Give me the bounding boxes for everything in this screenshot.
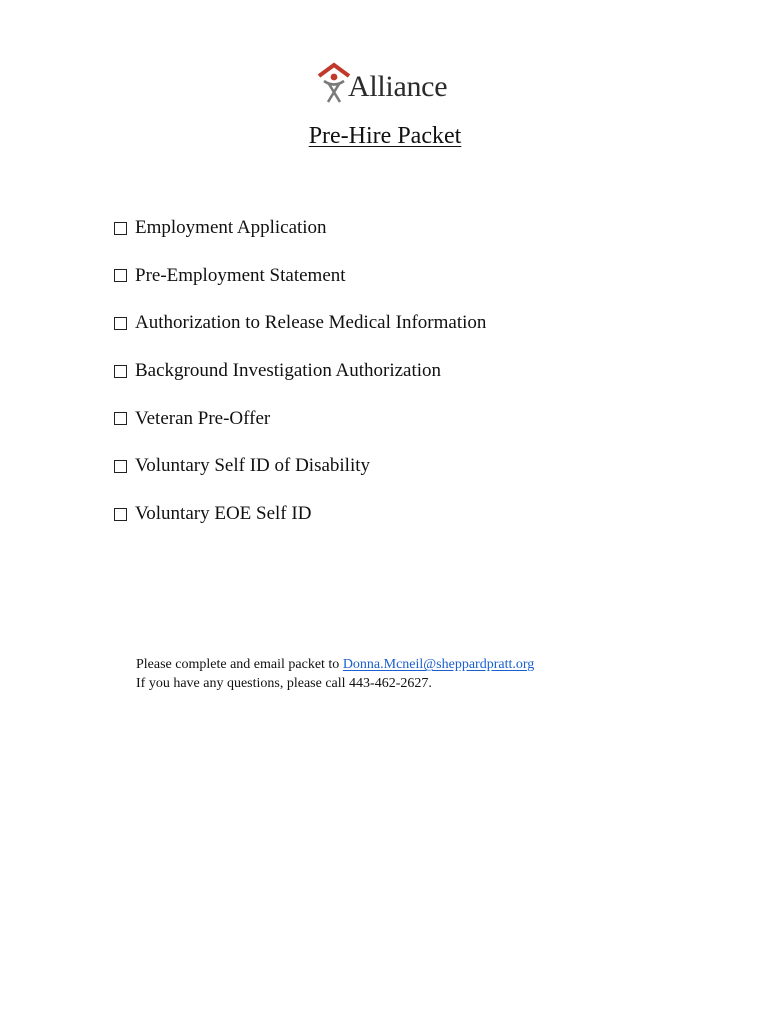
checkbox[interactable] [114,317,127,330]
checklist-item-veteran-pre-offer [114,405,486,433]
checkbox[interactable] [114,269,127,282]
document-checklist [114,214,486,548]
checklist-item-background-investigation [114,357,486,385]
checklist-item-self-id-disability [114,452,486,480]
checklist-item-eoe-self-id [114,500,486,528]
alliance-logo [316,62,456,108]
alliance-logo-mark-icon [316,62,352,106]
checklist-item-employment-application [114,214,486,242]
checkbox[interactable] [114,365,127,378]
checklist-item-label: Employment Application [135,217,327,238]
instructions-note [136,655,534,693]
checklist-item-label: Veteran Pre-Offer [135,407,271,429]
page-title: Pre-Hire Packet [308,123,462,149]
checkbox[interactable] [114,460,127,473]
email-instruction-text: Please complete and email packet to [136,657,343,672]
checkbox[interactable] [114,412,127,425]
checklist-item-label: Authorization to Release Medical Information [135,312,487,334]
email-instruction-line [136,655,534,674]
checklist-item-label: Voluntary Self ID of Disability [135,455,371,477]
checkbox[interactable] [114,508,127,521]
phone-instruction-text: If you have any questions, please call 443-462-2627. [136,676,432,691]
email-link[interactable]: Donna.Mcneil@sheppardpratt.org [342,657,535,672]
checklist-item-pre-employment-statement [114,262,486,290]
checklist-item-label: Voluntary EOE Self ID [135,503,312,525]
checklist-item-medical-release [114,309,486,337]
logo-wordmark: Alliance [348,70,448,103]
checklist-item-label: Pre-Employment Statement [135,264,346,286]
checklist-item-label: Background Investigation Authorization [135,360,442,382]
checkbox[interactable] [114,222,127,235]
